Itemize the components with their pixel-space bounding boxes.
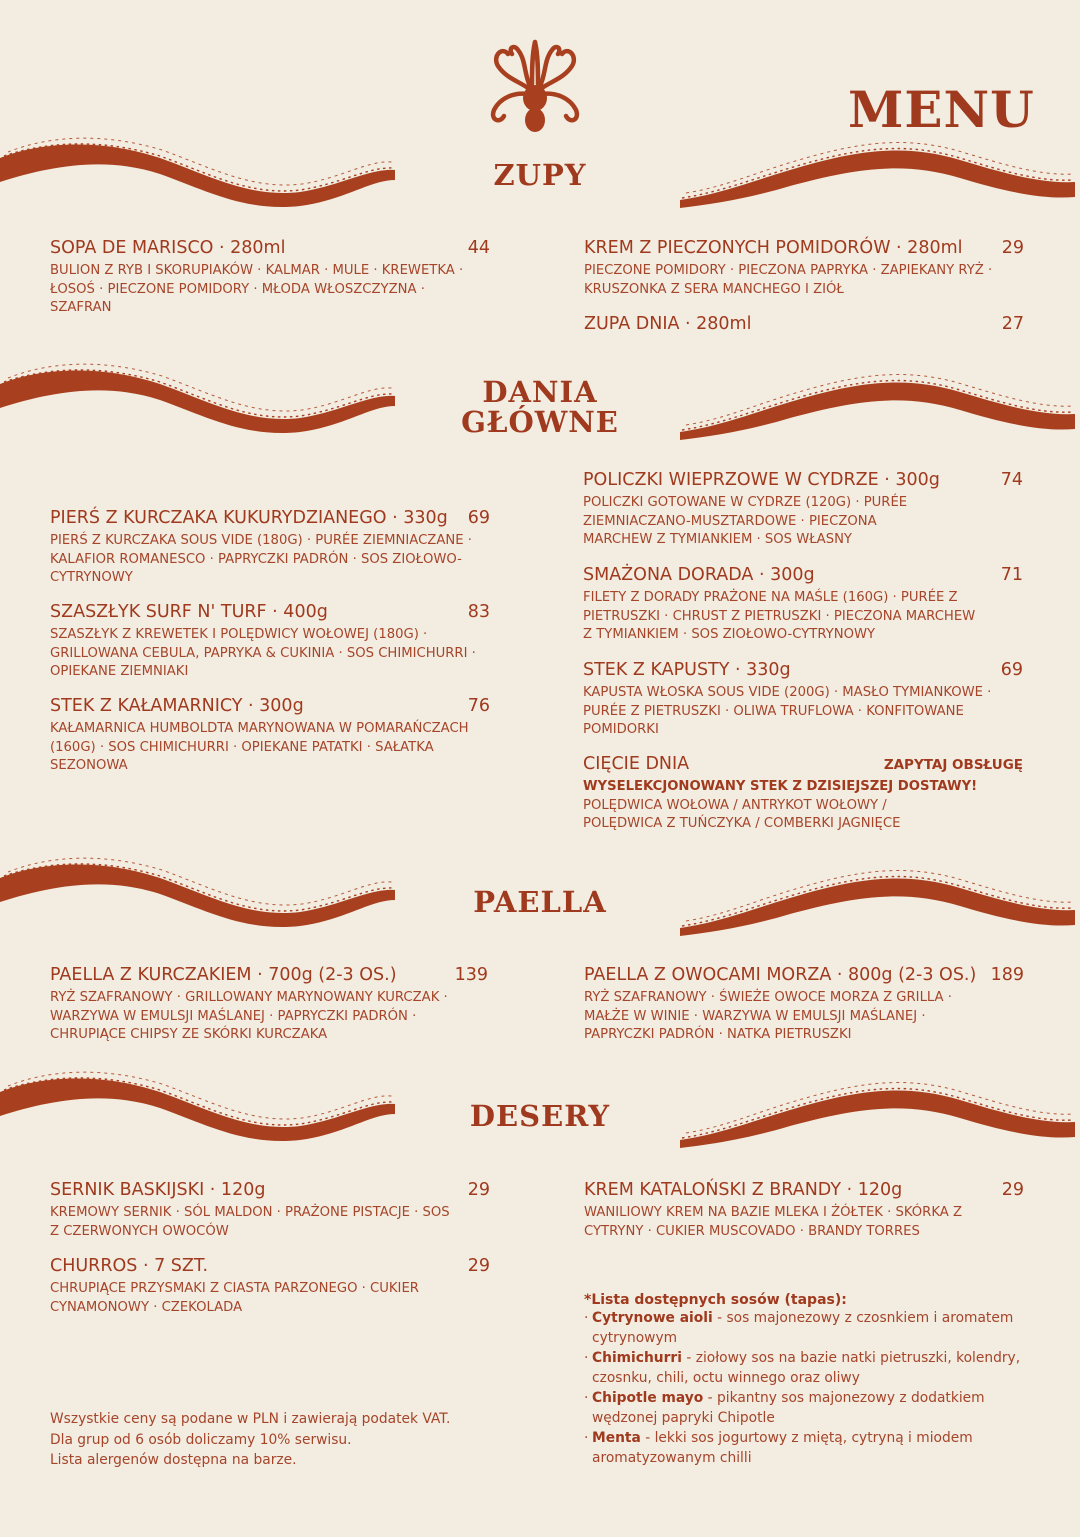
- item-name: PAELLA Z KURCZAKIEM · 700g (2-3 OS.): [50, 965, 397, 985]
- footer-notes: [50, 1409, 490, 1471]
- item-name: STEK Z KAŁAMARNICY · 300g: [50, 696, 304, 716]
- item-price: 27: [1001, 314, 1024, 334]
- menu-title: MENU: [848, 80, 1035, 139]
- sauce-desc: - pikantny sos majonezowy z dodatkiem wędzonej papryki Chipotle: [592, 1390, 985, 1426]
- menu-item: [583, 754, 1023, 834]
- sauce-name: Chipotle mayo: [592, 1390, 704, 1406]
- item-desc: BULION Z RYB I SKORUPIAKÓW · KALMAR · MULE · KREWETKA · ŁOSOŚ · PIECZONE POMIDORY · MŁODA WŁOSZCZYZNA · SZAFRAN: [50, 263, 464, 315]
- menu-item: [50, 965, 488, 1045]
- menu-item: [583, 660, 1023, 740]
- item-desc: RYŻ SZAFRANOWY · ŚWIEŻE OWOCE MORZA Z GRILLA · MAŁŻE W WINIE · WARZYWA W EMULSJI MAŚLANEJ · PAPRYCZKI PADRÓN · NATKA PIETRUSZKI: [584, 990, 952, 1042]
- item-price: ZAPYTAJ OBSŁUGĘ: [883, 757, 1023, 773]
- item-price: 74: [1000, 470, 1023, 490]
- footer-line: Lista alergenów dostępna na barze.: [50, 1452, 297, 1468]
- menu-item: [584, 965, 1024, 1045]
- item-name: STEK Z KAPUSTY · 330g: [583, 660, 791, 680]
- item-desc: POLĘDWICA WOŁOWA / ANTRYKOT WOŁOWY / POLĘDWICA Z TUŃCZYKA / COMBERKI JAGNIĘCE: [583, 797, 901, 831]
- section-title-zupy: ZUPY: [493, 158, 587, 192]
- item-name: KREM Z PIECZONYCH POMIDORÓW · 280ml: [584, 238, 963, 258]
- item-name: ZUPA DNIA · 280ml: [584, 314, 752, 334]
- item-desc: POLICZKI GOTOWANE W CYDRZE (120G) · PURÉE ZIEMNIACZANO-MUSZTARDOWE · PIECZONA MARCHEW Z TYMIANKIEM · SOS WŁASNY: [583, 495, 908, 547]
- section-title-desery: DESERY: [469, 1099, 611, 1133]
- item-price: 44: [467, 238, 490, 258]
- sauces-list: [584, 1292, 1024, 1468]
- item-desc: SZASZŁYK Z KREWETEK I POLĘDWICY WOŁOWEJ (180G) · GRILLOWANA CEBULA, PAPRYKA & CUKINIA · SOS CHIMICHURRI · OPIEKANE ZIEMNIAKI: [50, 627, 476, 679]
- menu-item: [50, 1256, 490, 1317]
- footer-line: Dla grup od 6 osób doliczamy 10% serwisu.: [50, 1431, 352, 1448]
- menu-item: [583, 565, 1023, 645]
- item-price: 76: [467, 696, 490, 716]
- item-price: 29: [1001, 238, 1024, 258]
- sauce-desc: - lekki sos jogurtowy z miętą, cytryną i miodem aromatyzowanym chilli: [592, 1430, 973, 1466]
- menu-item: [584, 314, 1024, 334]
- sauce-desc: - ziołowy sos na bazie natki pietruszki, kolendry, czosnku, chili, octu winnego oraz oliwy: [592, 1350, 1021, 1386]
- item-name: CHURROS · 7 SZT.: [50, 1256, 209, 1276]
- item-name: PIERŚ Z KURCZAKA KUKURYDZIANEGO · 330g: [50, 508, 448, 528]
- item-price: 139: [454, 965, 488, 985]
- item-name: CIĘCIE DNIA: [583, 754, 690, 774]
- menu-item: [583, 470, 1023, 550]
- item-name: SERNIK BASKIJSKI · 120g: [50, 1180, 266, 1200]
- section-title-dania-line1: DANIA: [482, 375, 598, 409]
- menu-item: [584, 238, 1024, 299]
- item-desc: PIERŚ Z KURCZAKA SOUS VIDE (180G) · PURÉE ZIEMNIACZANE · KALAFIOR ROMANESCO · PAPRYCZKI PADRÓN · SOS ZIOŁOWO-CYTRYNOWY: [50, 533, 472, 585]
- item-desc: KREMOWY SERNIK · SÓL MALDON · PRAŻONE PISTACJE · SOS Z CZERWONYCH OWOCÓW: [50, 1205, 450, 1239]
- section-title-dania: [0, 377, 1080, 437]
- item-desc: KAŁAMARNICA HUMBOLDTA MARYNOWANA W POMARAŃCZACH (160G) · SOS CHIMICHURRI · OPIEKANE PATATKI · SAŁATKA SEZONOWA: [50, 721, 469, 773]
- octopus-icon: [488, 36, 582, 136]
- item-desc: FILETY Z DORADY PRAŻONE NA MAŚLE (160G) · PURÉE Z PIETRUSZKI · CHRUST Z PIETRUSZKI · PIECZONA MARCHEW Z TYMIANKIEM · SOS ZIOŁOWO-CYTRYNOWY: [583, 590, 976, 642]
- item-price: 29: [1001, 1180, 1024, 1200]
- item-name: KREM KATALOŃSKI Z BRANDY · 120g: [584, 1180, 903, 1200]
- sauce-name: Menta: [592, 1430, 641, 1446]
- menu-item: [50, 1180, 490, 1241]
- menu-item: [50, 508, 490, 588]
- item-desc: WANILIOWY KREM NA BAZIE MLEKA I ŻÓŁTEK · SKÓRKA Z CYTRYNY · CUKIER MUSCOVADO · BRANDY TORRES: [584, 1205, 963, 1239]
- item-price: 83: [467, 602, 490, 622]
- item-price: 69: [467, 508, 490, 528]
- item-name: POLICZKI WIEPRZOWE W CYDRZE · 300g: [583, 470, 940, 490]
- item-name: PAELLA Z OWOCAMI MORZA · 800g (2-3 OS.): [584, 965, 977, 985]
- sauce-name: Cytrynowe aioli: [592, 1310, 713, 1326]
- section-title-paella: PAELLA: [473, 885, 607, 919]
- sauces-title: *Lista dostępnych sosów (tapas):: [584, 1292, 847, 1308]
- sauce-desc: - sos majonezowy z czosnkiem i aromatem cytrynowym: [592, 1310, 1014, 1346]
- item-price: 189: [990, 965, 1024, 985]
- item-desc: CHRUPIĄCE PRZYSMAKI Z CIASTA PARZONEGO · CUKIER CYNAMONOWY · CZEKOLADA: [50, 1281, 419, 1315]
- section-title-dania-line2: GŁÓWNE: [461, 405, 619, 439]
- item-price: 29: [467, 1256, 490, 1276]
- item-name: SZASZŁYK SURF N' TURF · 400g: [50, 602, 328, 622]
- item-price: 29: [467, 1180, 490, 1200]
- menu-item: [50, 238, 490, 318]
- sauce-item: · Chimichurri - ziołowy sos na bazie natki pietruszki, kolendry, czosnku, chili, octu winnego oraz oliwy: [584, 1350, 1021, 1386]
- item-desc: RYŻ SZAFRANOWY · GRILLOWANY MARYNOWANY KURCZAK · WARZYWA W EMULSJI MAŚLANEJ · PAPRYCZKI PADRÓN · CHRUPIĄCE CHIPSY ZE SKÓRKI KURCZAKA: [50, 990, 448, 1042]
- item-highlight: WYSELEKCJONOWANY STEK Z DZISIEJSZEJ DOSTAWY!: [583, 779, 978, 794]
- item-price: 69: [1000, 660, 1023, 680]
- item-price: 71: [1000, 565, 1023, 585]
- item-name: SMAŻONA DORADA · 300g: [583, 565, 815, 585]
- menu-item: [50, 602, 490, 682]
- menu-item: [584, 1180, 1024, 1241]
- item-desc: PIECZONE POMIDORY · PIECZONA PAPRYKA · ZAPIEKANY RYŻ · KRUSZONKA Z SERA MANCHEGO I ZIÓŁ: [584, 263, 993, 297]
- item-name: SOPA DE MARISCO · 280ml: [50, 238, 286, 258]
- footer-line: Wszystkie ceny są podane w PLN i zawierają podatek VAT.: [50, 1411, 451, 1427]
- menu-item: [50, 696, 490, 776]
- sauce-item: · Cytrynowe aioli - sos majonezowy z czosnkiem i aromatem cytrynowym: [584, 1310, 1014, 1346]
- sauce-name: Chimichurri: [592, 1350, 682, 1366]
- item-desc: KAPUSTA WŁOSKA SOUS VIDE (200G) · MASŁO TYMIANKOWE · PURÉE Z PIETRUSZKI · OLIWA TRUFLOWA · KONFITOWANE POMIDORKI: [583, 685, 992, 737]
- sauce-item: · Chipotle mayo - pikantny sos majonezowy z dodatkiem wędzonej papryki Chipotle: [584, 1390, 985, 1426]
- sauce-item: · Menta - lekki sos jogurtowy z miętą, cytryną i miodem aromatyzowanym chilli: [584, 1430, 973, 1466]
